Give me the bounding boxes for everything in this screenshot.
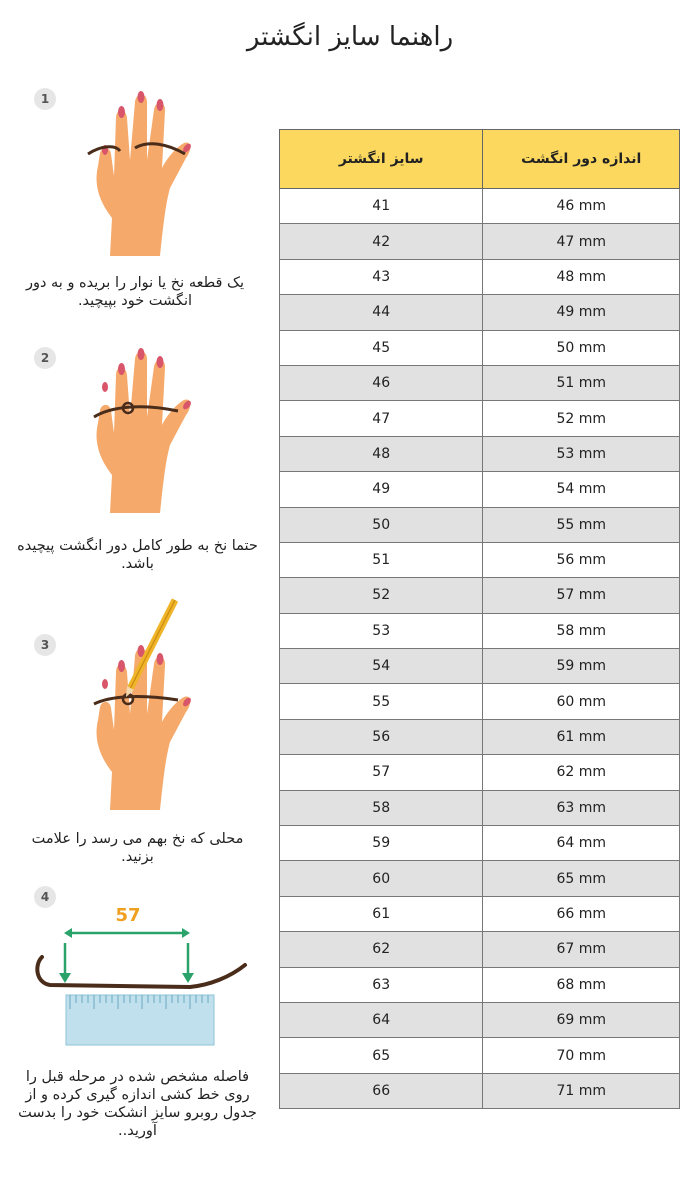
ring-size-cell: 64 [280,1002,483,1037]
table-row [280,861,680,896]
ring-size-cell: 52 [280,578,483,613]
step-number: 2 [34,347,56,369]
table-row [280,224,680,259]
circumference-cell: 51 mm [483,365,680,400]
table-row [280,436,680,471]
table-row [280,472,680,507]
table-row [280,719,680,754]
ring-size-cell: 42 [280,224,483,259]
table-row [280,259,680,294]
ring-size-cell: 47 [280,401,483,436]
table-row [280,790,680,825]
circumference-cell: 66 mm [483,896,680,931]
hand-illustration [80,345,195,520]
ring-size-cell: 41 [280,189,483,224]
ruler-measurement-illustration [30,925,250,1050]
ring-size-cell: 55 [280,684,483,719]
circumference-cell: 62 mm [483,755,680,790]
hand-with-pencil-illustration [80,594,195,819]
circumference-cell: 60 mm [483,684,680,719]
ring-size-cell: 57 [280,755,483,790]
circumference-cell: 48 mm [483,259,680,294]
ring-size-cell: 66 [280,1073,483,1108]
step-number: 4 [34,886,56,908]
ring-size-cell: 46 [280,365,483,400]
table-row [280,295,680,330]
circumference-cell: 49 mm [483,295,680,330]
measurement-label: 57 [115,905,141,926]
table-row [280,967,680,1002]
circumference-cell: 55 mm [483,507,680,542]
circumference-cell: 56 mm [483,542,680,577]
circumference-cell: 46 mm [483,189,680,224]
table-row [280,613,680,648]
table-row [280,189,680,224]
finger-circumference-column-header: اندازه دور انگشت [483,130,680,189]
table-row [280,1038,680,1073]
step-number: 1 [34,88,56,110]
ring-size-cell: 53 [280,613,483,648]
hand-illustration [80,88,195,263]
ring-size-cell: 60 [280,861,483,896]
step-number: 3 [34,634,56,656]
ring-size-table [279,129,680,1109]
table-row [280,1002,680,1037]
table-row [280,932,680,967]
step-text: حتما نخ به طور کامل دور انگشت پیچیده باشد. [17,538,258,572]
ring-size-cell: 56 [280,719,483,754]
circumference-cell: 50 mm [483,330,680,365]
circumference-cell: 52 mm [483,401,680,436]
ring-size-cell: 50 [280,507,483,542]
circumference-cell: 54 mm [483,472,680,507]
table-row [280,578,680,613]
table-row [280,826,680,861]
table-header-row [280,130,680,189]
circumference-cell: 68 mm [483,967,680,1002]
ring-size-cell: 44 [280,295,483,330]
table-row [280,684,680,719]
step-text: یک قطعه نخ یا نوار را بریده و به دور انگشت خود بپیچید. [25,275,245,309]
ring-size-cell: 58 [280,790,483,825]
circumference-cell: 53 mm [483,436,680,471]
ring-size-cell: 65 [280,1038,483,1073]
ring-size-cell: 51 [280,542,483,577]
ring-size-cell: 54 [280,649,483,684]
ring-size-cell: 61 [280,896,483,931]
ring-size-cell: 59 [280,826,483,861]
ring-size-cell: 62 [280,932,483,967]
step-text: محلی که نخ بهم می رسد را علامت بزنید. [31,831,244,865]
circumference-cell: 64 mm [483,826,680,861]
table-row [280,755,680,790]
circumference-cell: 63 mm [483,790,680,825]
ring-size-cell: 43 [280,259,483,294]
circumference-cell: 57 mm [483,578,680,613]
circumference-cell: 59 mm [483,649,680,684]
circumference-cell: 58 mm [483,613,680,648]
table-row [280,542,680,577]
table-row [280,401,680,436]
ring-size-cell: 45 [280,330,483,365]
table-row [280,896,680,931]
circumference-cell: 65 mm [483,861,680,896]
table-row [280,330,680,365]
circumference-cell: 71 mm [483,1073,680,1108]
ring-size-cell: 49 [280,472,483,507]
step-text: فاصله مشخص شده در مرحله قبل را روی خط کشی اندازه گیری کرده و از جدول روبرو سایز انشکت خود را بدست آورید.. [18,1069,257,1139]
circumference-cell: 61 mm [483,719,680,754]
ring-size-column-header: سایز انگشتر [280,130,483,189]
circumference-cell: 70 mm [483,1038,680,1073]
circumference-cell: 47 mm [483,224,680,259]
table-row [280,507,680,542]
circumference-cell: 67 mm [483,932,680,967]
table-row [280,1073,680,1108]
ring-size-cell: 63 [280,967,483,1002]
ring-size-cell: 48 [280,436,483,471]
table-body [280,189,680,1109]
table-row [280,365,680,400]
table-row [280,649,680,684]
page-title: راهنما سایز انگشتر [246,22,454,52]
circumference-cell: 69 mm [483,1002,680,1037]
